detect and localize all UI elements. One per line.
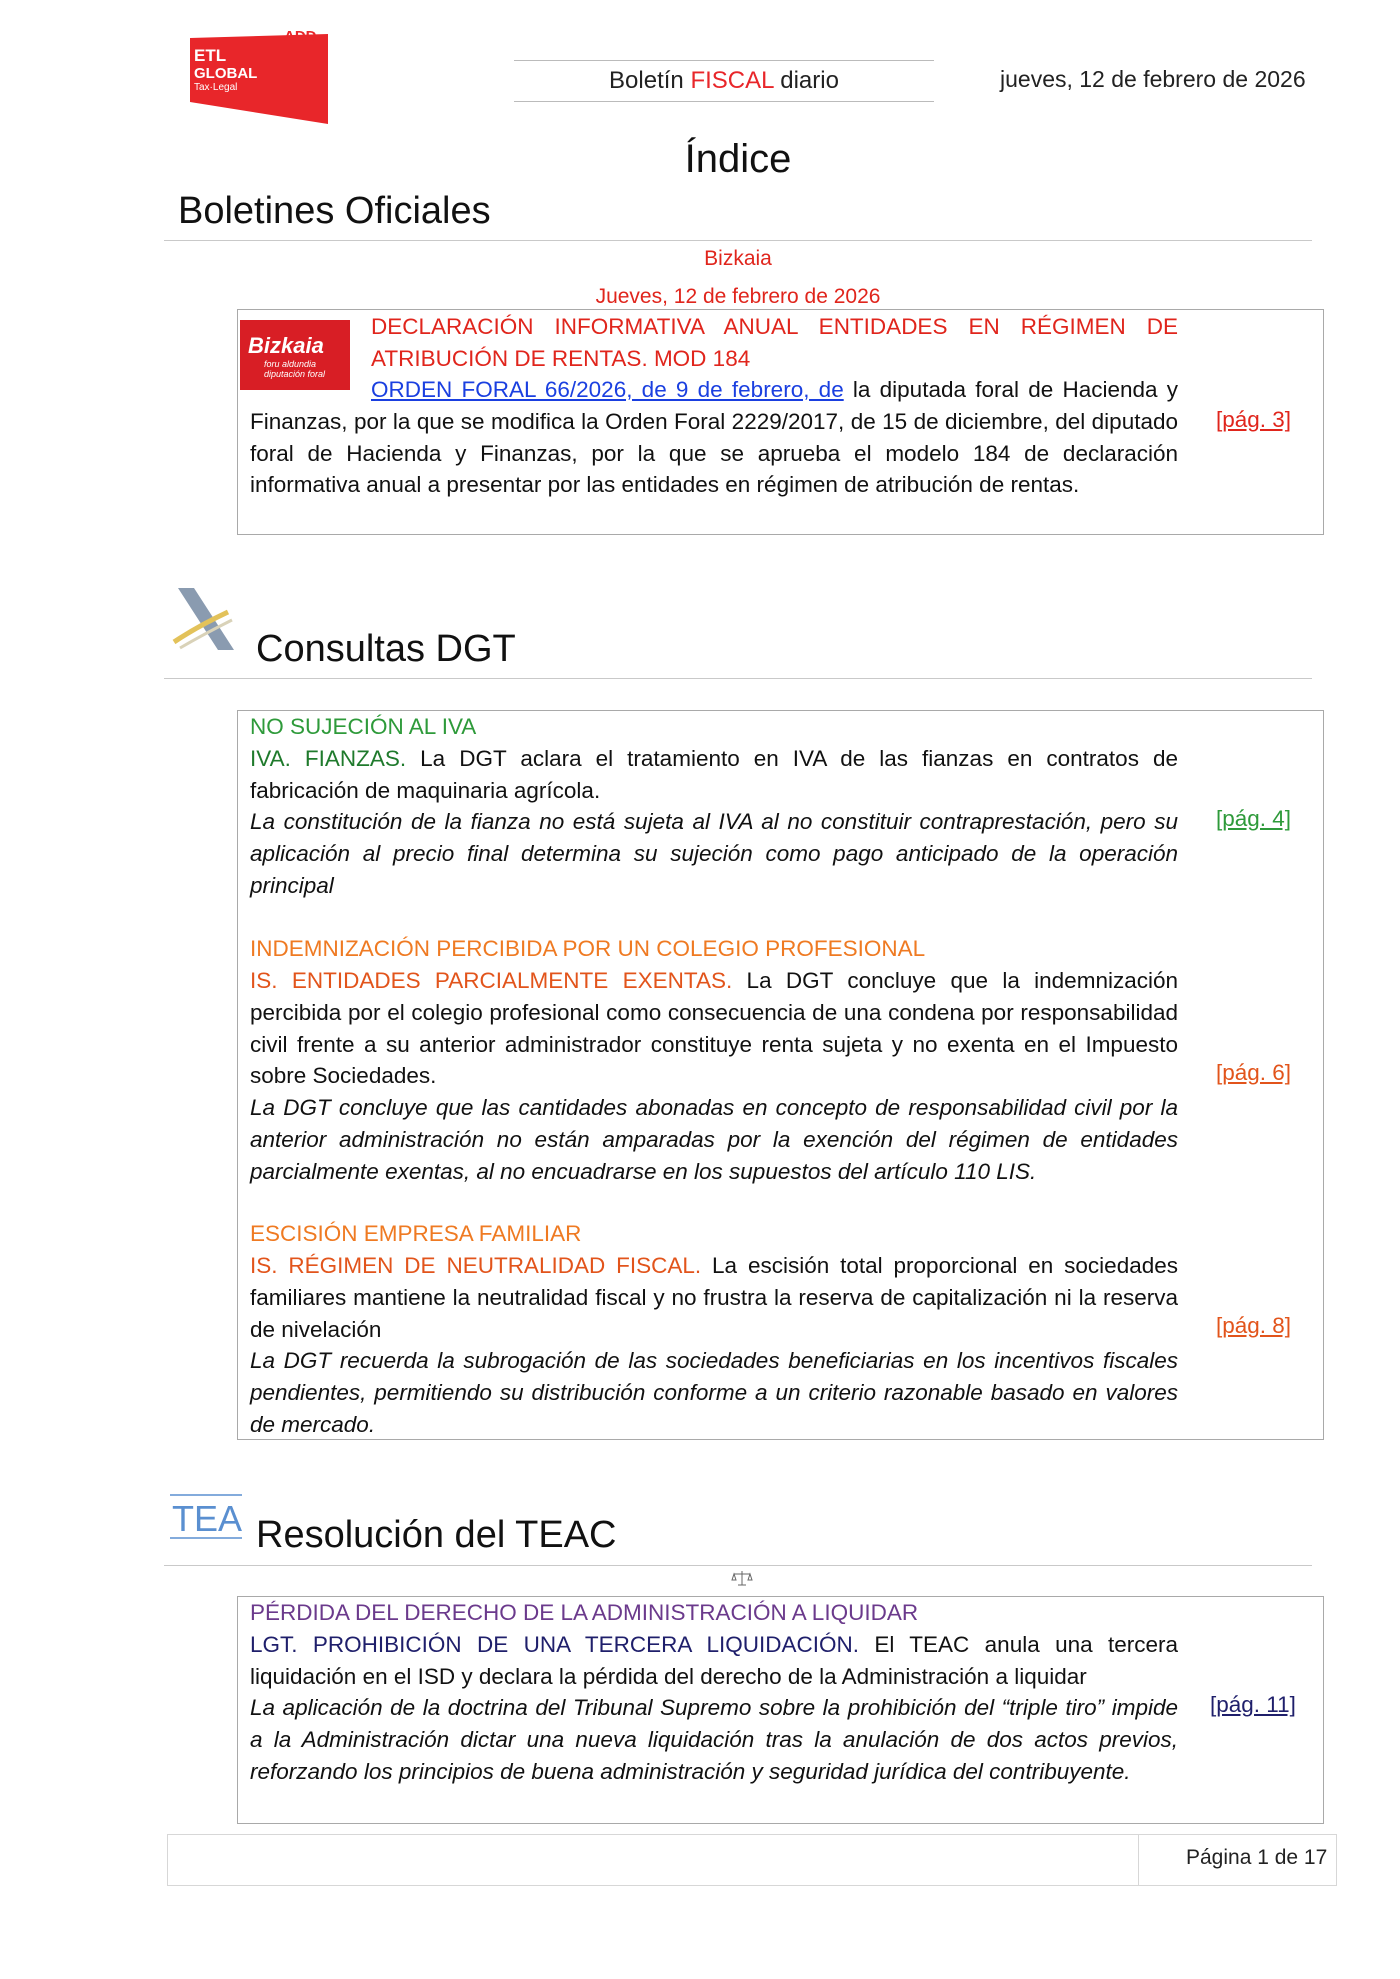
boletin-entry-heading: DECLARACIÓN INFORMATIVA ANUAL ENTIDADES EN RÉGIMEN DE ATRIBUCIÓN DE RENTAS. MOD 184: [371, 314, 1178, 371]
page-link-6[interactable]: [pág. 6]: [1216, 1060, 1292, 1085]
section-title-dgt: Consultas DGT: [256, 628, 516, 670]
boletin-entry-body: la diputada foral de Hacienda y Finanzas, por la que se modifica la Orden Foral 2229/2017, de 15 de diciembre, del diputado foral de Hacienda y Finanzas, por la que se aprueba el modelo 184 de declaración informativa anual a presentar por las entidades en régimen de atribución de rentas.: [250, 377, 1178, 498]
bulletin-title-suffix: diario: [773, 67, 839, 94]
teac-entry-body: El TEAC anula una tercera liquidación en el ISD y declara la pérdida del derecho de la Administración a liquidar: [250, 1632, 1178, 1689]
tea-logo: [168, 1492, 244, 1542]
bulletin-title-prefix: Boletín: [609, 67, 691, 94]
svg-text:foru aldundia: foru aldundia: [264, 359, 317, 369]
aeat-logo-icon: [168, 586, 244, 656]
dgt-entry-category: NO SUJECIÓN AL IVA: [250, 714, 477, 739]
svg-text:ADD: ADD: [284, 28, 317, 45]
region-label: Bizkaia: [704, 247, 772, 270]
section-divider: [164, 1565, 1312, 1566]
svg-text:diputación foral: diputación foral: [264, 369, 326, 379]
svg-text:ETL: ETL: [194, 46, 227, 65]
section-divider: [164, 240, 1312, 241]
dgt-entry-heading: IS. RÉGIMEN DE NEUTRALIDAD FISCAL.: [250, 1253, 702, 1278]
dgt-entry-summary: [250, 1250, 1178, 1345]
header-date: jueves, 12 de febrero de 2026: [1000, 66, 1306, 92]
tea-logo-icon: [168, 1492, 244, 1542]
section-title-teac: Resolución del TEAC: [256, 1514, 617, 1556]
page-number: Página 1 de 17: [1186, 1846, 1328, 1869]
section-title-boletines: Boletines Oficiales: [178, 190, 491, 232]
section-divider: [164, 678, 1312, 679]
page-link-8[interactable]: [pág. 8]: [1216, 1313, 1292, 1338]
page-link-3[interactable]: [pág. 3]: [1216, 407, 1292, 432]
etl-global-logo-icon: [182, 28, 332, 126]
dgt-entry-summary: [250, 743, 1178, 807]
teac-entry-note: La aplicación de la doctrina del Tribunal Supremo sobre la prohibición del “triple tiro” impide a la Administración dictar una nueva liquidación tras la anulación de dos actos previos, reforzando los principios de buena administración y seguridad jurídica del contribuyente.: [250, 1695, 1178, 1784]
dgt-entry-note: La DGT concluye que las cantidades abonadas en concepto de responsabilidad civil por la anterior administración no están amparadas por la exención del régimen de entidades parcialmente exentas, al no encuadrarse en los supuestos del artículo 110 LIS.: [250, 1095, 1178, 1184]
orden-foral-link[interactable]: ORDEN FORAL 66/2026, de 9 de febrero, de: [371, 377, 844, 402]
bulletin-title-accent: FISCAL: [690, 67, 774, 94]
teac-entry-summary: [250, 1629, 1178, 1693]
dgt-entry-heading: IS. ENTIDADES PARCIALMENTE EXENTAS.: [250, 968, 733, 993]
dgt-entry-summary: [250, 965, 1178, 1092]
index-title: Índice: [684, 137, 792, 181]
bulletin-title: [514, 60, 934, 102]
dgt-entry-category: INDEMNIZACIÓN PERCIBIDA POR UN COLEGIO PROFESIONAL: [250, 936, 926, 961]
svg-text:TEA: TEA: [172, 1498, 243, 1539]
boletin-date: Jueves, 12 de febrero de 2026: [595, 285, 881, 308]
dgt-entry-body: La DGT aclara el tratamiento en IVA de las fianzas en contratos de fabricación de maquinaria agrícola.: [250, 746, 1179, 803]
teac-entry-category: PÉRDIDA DEL DERECHO DE LA ADMINISTRACIÓN A LIQUIDAR: [250, 1600, 919, 1625]
footer-divider: [1138, 1834, 1139, 1886]
svg-text:Tax·Legal: Tax·Legal: [194, 82, 238, 93]
dgt-entry-note: La DGT recuerda la subrogación de las sociedades beneficiarias en los incentivos fiscales pendientes, permitiendo su distribución conforme a un criterio razonable basado en valores de mercado.: [250, 1348, 1178, 1437]
page-link-11[interactable]: [pág. 11]: [1210, 1692, 1296, 1717]
teac-entry-heading: LGT. PROHIBICIÓN DE UNA TERCERA LIQUIDACIÓN.: [250, 1632, 859, 1657]
boletin-entry-text: [250, 374, 1178, 501]
aeat-logo: [168, 586, 244, 656]
page-link-4[interactable]: [pág. 4]: [1216, 806, 1292, 831]
svg-text:Bizkaia: Bizkaia: [248, 333, 324, 358]
footer-box: [167, 1834, 1337, 1886]
dgt-entry-body: La escisión total proporcional en sociedades familiares mantiene la neutralidad fiscal y no frustra la reserva de capitalización ni la reserva de nivelación: [250, 1253, 1178, 1342]
dgt-entry-body: La DGT concluye que la indemnización percibida por el colegio profesional como consecuencia de una condena por responsabilidad civil frente a su anterior administrador constituye renta sujeta y no exenta en el Impuesto sobre Sociedades.: [250, 968, 1178, 1089]
dgt-entry-note: La constitución de la fianza no está sujeta al IVA al no constituir contraprestación, pero su aplicación al precio final determina su sujeción como pago anticipado de la operación principal: [250, 809, 1178, 898]
dgt-entry-category: ESCISIÓN EMPRESA FAMILIAR: [250, 1221, 582, 1246]
dgt-entry-heading: IVA. FIANZAS.: [250, 746, 407, 771]
scales-icon: [731, 1570, 753, 1586]
etl-global-logo: [182, 28, 332, 126]
svg-text:GLOBAL: GLOBAL: [194, 65, 258, 82]
